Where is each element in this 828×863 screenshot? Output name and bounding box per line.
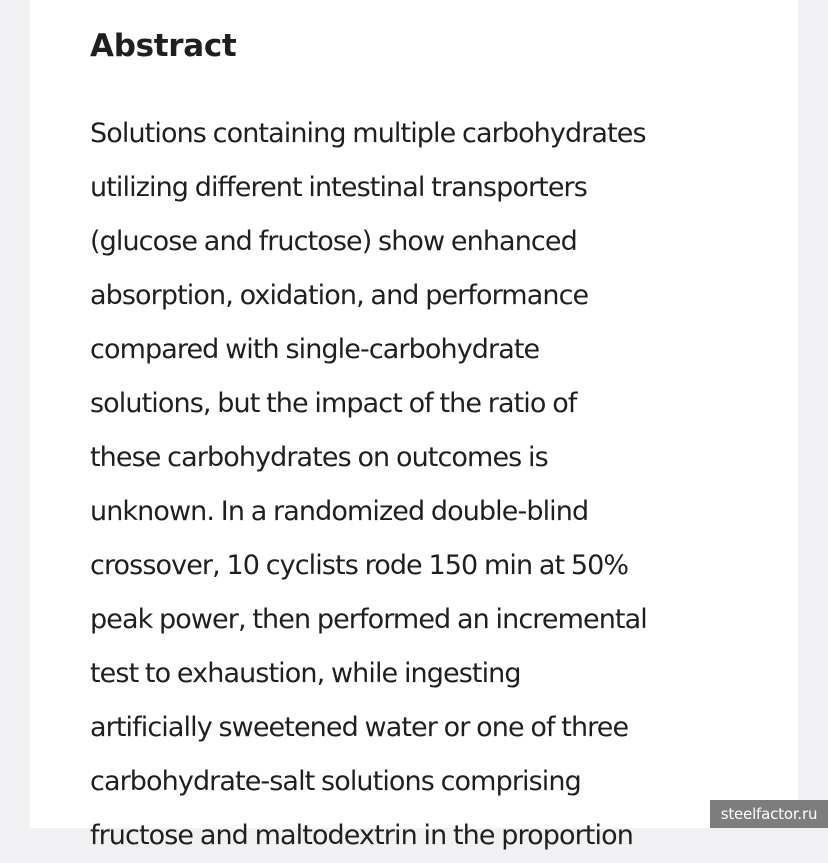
site-watermark: steelfactor.ru — [710, 800, 828, 828]
abstract-line: utilizing different intestinal transporters — [90, 172, 587, 203]
abstract-heading: Abstract — [90, 28, 237, 64]
abstract-line: carbohydrate-salt solutions comprising — [90, 766, 581, 797]
abstract-line: crossover, 10 cyclists rode 150 min at 50% — [90, 550, 629, 581]
article-card — [30, 0, 798, 851]
abstract-line: fructose and maltodextrin in the proportion — [90, 820, 633, 851]
abstract-line: these carbohydrates on outcomes is — [90, 442, 548, 473]
abstract-line: compared with single-carbohydrate — [90, 334, 540, 365]
abstract-line: test to exhaustion, while ingesting — [90, 658, 521, 689]
abstract-line: absorption, oxidation, and performance — [90, 280, 589, 311]
abstract-line: Solutions containing multiple carbohydrates — [90, 118, 646, 149]
abstract-line: (glucose and fructose) show enhanced — [90, 226, 577, 257]
abstract-line: peak power, then performed an incremental — [90, 604, 647, 635]
abstract-line: solutions, but the impact of the ratio of — [90, 388, 577, 419]
abstract-line: unknown. In a randomized double-blind — [90, 496, 589, 527]
abstract-text — [90, 107, 750, 863]
abstract-line: artificially sweetened water or one of three — [90, 712, 629, 743]
